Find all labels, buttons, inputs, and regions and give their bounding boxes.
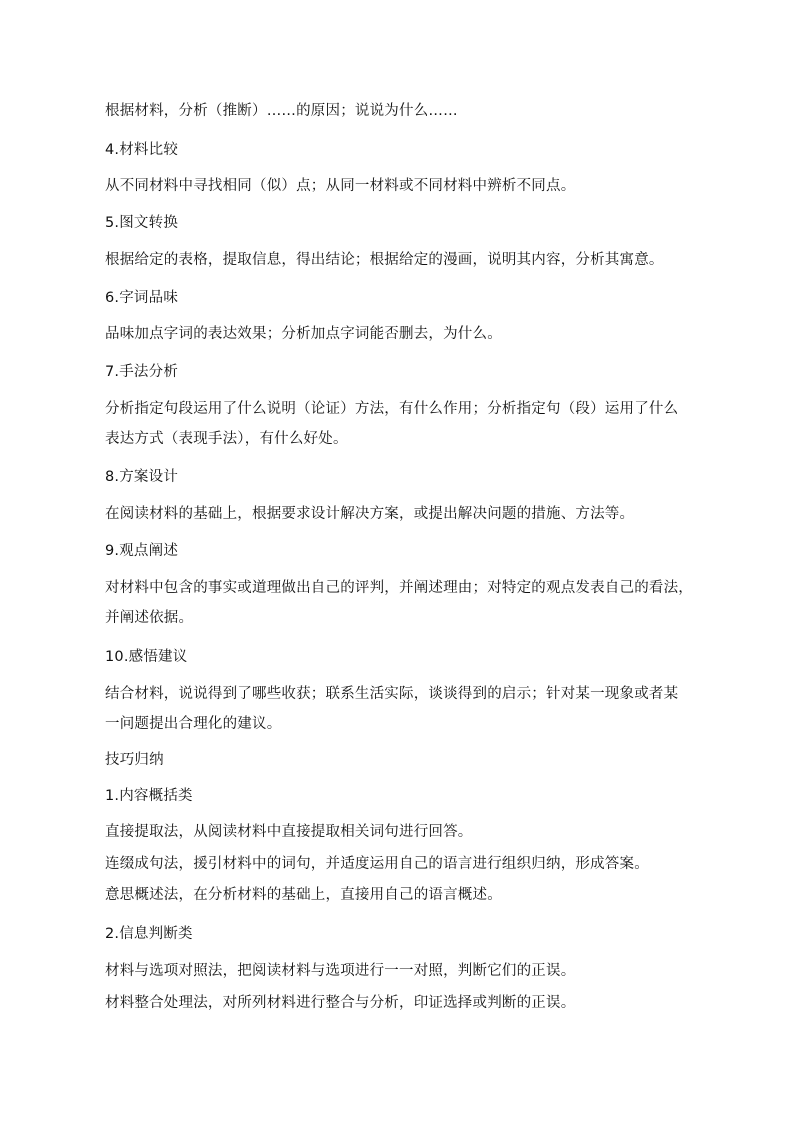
section-heading: 4.材料比较 (105, 142, 179, 158)
text-line: 并阐述依据。 (105, 610, 194, 626)
text-line: 直接提取法，从阅读材料中直接提取相关词句进行回答。 (105, 824, 473, 840)
section-heading: 8.方案设计 (105, 469, 179, 485)
section-heading: 2.信息判断类 (105, 926, 193, 942)
text-line: 意思概述法，在分析材料的基础上，直接用自己的语言概述。 (105, 887, 502, 903)
text-line: 结合材料，说说得到了哪些收获；联系生活实际，谈谈得到的启示；针对某一现象或者某 (105, 686, 679, 702)
text-line: 材料与选项对照法，把阅读材料与选项进行一一对照，判断它们的正误。 (105, 963, 576, 979)
text-line: 分析指定句段运用了什么说明（论证）方法，有什么作用；分析指定句（段）运用了什么 (105, 401, 679, 417)
section-heading: 9.观点阐述 (105, 543, 179, 559)
section-heading: 1.内容概括类 (105, 788, 193, 804)
section-heading: 7.手法分析 (105, 364, 179, 380)
section-heading: 5.图文转换 (105, 215, 179, 231)
text-line: 根据材料，分析（推断）……的原因；说说为什么…… (105, 103, 458, 119)
text-line: 表达方式（表现手法），有什么好处。 (105, 431, 348, 447)
text-line: 从不同材料中寻找相同（似）点；从同一材料或不同材料中辨析不同点。 (105, 178, 576, 194)
section-heading: 技巧归纳 (105, 752, 164, 768)
text-line: 品味加点字词的表达效果；分析加点字词能否删去，为什么。 (105, 326, 502, 342)
text-line: 根据给定的表格，提取信息，得出结论；根据给定的漫画，说明其内容，分析其寓意。 (105, 252, 664, 268)
text-line: 材料整合处理法，对所列材料进行整合与分析，印证选择或判断的正误。 (105, 995, 576, 1011)
section-heading: 6.字词品味 (105, 290, 179, 306)
text-line: 连缀成句法，援引材料中的词句，并适度运用自己的语言进行组织归纳，形成答案。 (105, 856, 649, 872)
text-line: 对材料中包含的事实或道理做出自己的评判，并阐述理由；对特定的观点发表自己的看法， (105, 580, 693, 596)
text-line: 一问题提出合理化的建议。 (105, 716, 282, 732)
section-heading: 10.感悟建议 (105, 649, 188, 665)
text-line: 在阅读材料的基础上，根据要求设计解决方案，或提出解决问题的措施、方法等。 (105, 506, 635, 522)
